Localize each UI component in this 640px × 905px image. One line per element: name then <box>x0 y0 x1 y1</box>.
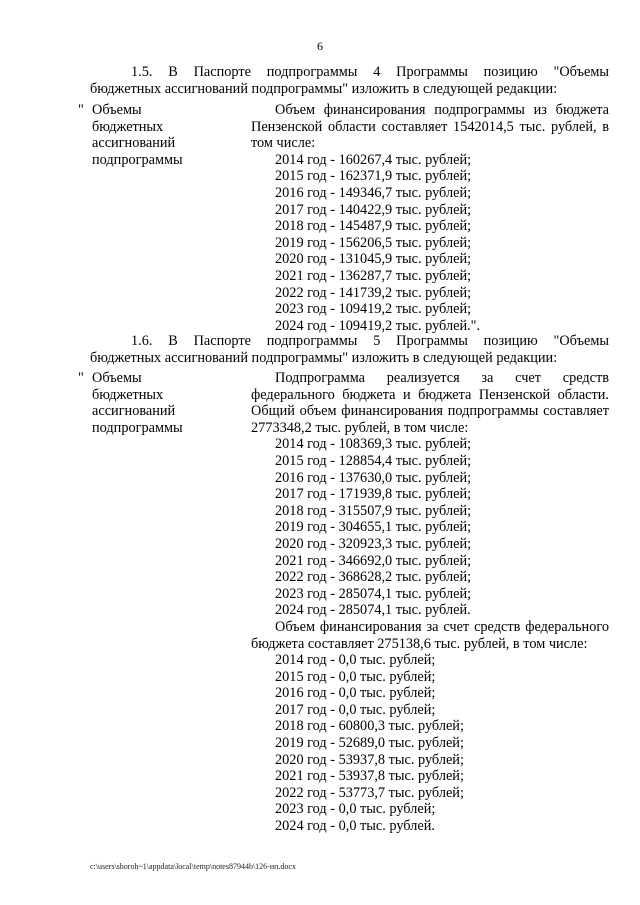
year-item: 2018 год - 145487,9 тыс. рублей; <box>275 218 472 235</box>
year-item: 2017 год - 171939,8 тыс. рублей; <box>275 486 472 503</box>
label-line: бюджетных <box>92 386 164 403</box>
paragraph-second-line: бюджетных ассигнований подпрограммы" изложить в следующей редакции: <box>90 349 558 366</box>
year-item: 2022 год - 141739,2 тыс. рублей; <box>275 284 472 301</box>
year-item: 2018 год - 60800,3 тыс. рублей; <box>275 718 464 735</box>
year-item: 2024 год - 285074,1 тыс. рублей. <box>275 602 471 619</box>
label-line: бюджетных <box>92 118 164 135</box>
year-item: 2022 год - 53773,7 тыс. рублей; <box>275 784 464 801</box>
year-item: 2019 год - 156206,5 тыс. рублей; <box>275 234 472 251</box>
year-item: 2023 год - 285074,1 тыс. рублей; <box>275 585 472 602</box>
year-item: 2021 год - 136287,7 тыс. рублей; <box>275 267 472 284</box>
year-item: 2020 год - 131045,9 тыс. рублей; <box>275 251 472 268</box>
year-list <box>251 436 609 619</box>
year-item: 2022 год - 368628,2 тыс. рублей; <box>275 569 472 586</box>
funding-intro: Подпрограмма реализуется за счет средств федерального бюджета и бюджета Пензенской области. Общий объем финансирования подпрограммы составляет 2773348,2 тыс. рублей, в том числе: <box>251 370 609 436</box>
position-label <box>92 370 232 436</box>
position-label <box>92 102 232 168</box>
label-line: подпрограммы <box>92 419 183 436</box>
year-item: 2019 год - 52689,0 тыс. рублей; <box>275 735 464 752</box>
label-line: ассигнований <box>92 403 176 420</box>
year-item: 2016 год - 0,0 тыс. рублей; <box>275 685 436 702</box>
year-item: 2015 год - 162371,9 тыс. рублей; <box>275 168 472 185</box>
paragraph-1-6 <box>90 333 609 366</box>
label-line: Объемы <box>92 370 142 386</box>
year-item: 2023 год - 109419,2 тыс. рублей; <box>275 301 472 318</box>
year-item: 2021 год - 53937,8 тыс. рублей; <box>275 768 464 785</box>
year-item: 2024 год - 0,0 тыс. рублей. <box>275 818 435 835</box>
page-number: 6 <box>317 39 323 53</box>
year-item: 2023 год - 0,0 тыс. рублей; <box>275 801 436 818</box>
open-quote: " <box>78 102 84 118</box>
year-item: 2015 год - 128854,4 тыс. рублей; <box>275 452 472 469</box>
label-line: подпрограммы <box>92 151 183 168</box>
year-item: 2017 год - 140422,9 тыс. рублей; <box>275 201 472 218</box>
year-item: 2014 год - 108369,3 тыс. рублей; <box>275 436 472 453</box>
paragraph-first-line: 1.6. В Паспорте подпрограммы 5 Программы позицию "Объемы <box>131 333 609 349</box>
paragraph-first-line: 1.5. В Паспорте подпрограммы 4 Программы позицию "Объемы <box>131 64 609 80</box>
year-item: 2018 год - 315507,9 тыс. рублей; <box>275 502 472 519</box>
open-quote: " <box>78 370 84 386</box>
year-item: 2015 год - 0,0 тыс. рублей; <box>275 668 436 685</box>
year-item: 2017 год - 0,0 тыс. рублей; <box>275 701 436 718</box>
funding-intro: Объем финансирования подпрограммы из бюджета Пензенской области составляет 1542014,5 тыс. рублей, в том числе: <box>251 102 609 152</box>
year-item: 2020 год - 53937,8 тыс. рублей; <box>275 751 464 768</box>
label-line: ассигнований <box>92 135 176 152</box>
funding-content <box>251 102 609 334</box>
year-item: 2014 год - 0,0 тыс. рублей; <box>275 652 436 669</box>
paragraph-second-line: бюджетных ассигнований подпрограммы" изложить в следующей редакции: <box>90 80 558 97</box>
year-item: 2016 год - 149346,7 тыс. рублей; <box>275 184 472 201</box>
year-item: 2014 год - 160267,4 тыс. рублей; <box>275 151 472 168</box>
year-list <box>251 152 609 335</box>
year-item: 2020 год - 320923,3 тыс. рублей; <box>275 535 472 552</box>
paragraph-1-5 <box>90 64 609 97</box>
year-item: 2021 год - 346692,0 тыс. рублей; <box>275 552 472 569</box>
funding-content <box>251 370 609 835</box>
year-item: 2016 год - 137630,0 тыс. рублей; <box>275 469 472 486</box>
year-item: 2024 год - 109419,2 тыс. рублей.". <box>275 317 481 334</box>
year-item: 2019 год - 304655,1 тыс. рублей; <box>275 519 472 536</box>
federal-funding-intro: Объем финансирования за счет средств федерального бюджета составляет 275138,6 тыс. рублей, в том числе: <box>251 618 609 652</box>
label-line: Объемы <box>92 102 142 118</box>
federal-year-list <box>251 652 609 835</box>
file-path-footer: c:\users\shoroh~1\appdata\local\temp\notes87944b\126-ип.docx <box>90 862 296 871</box>
